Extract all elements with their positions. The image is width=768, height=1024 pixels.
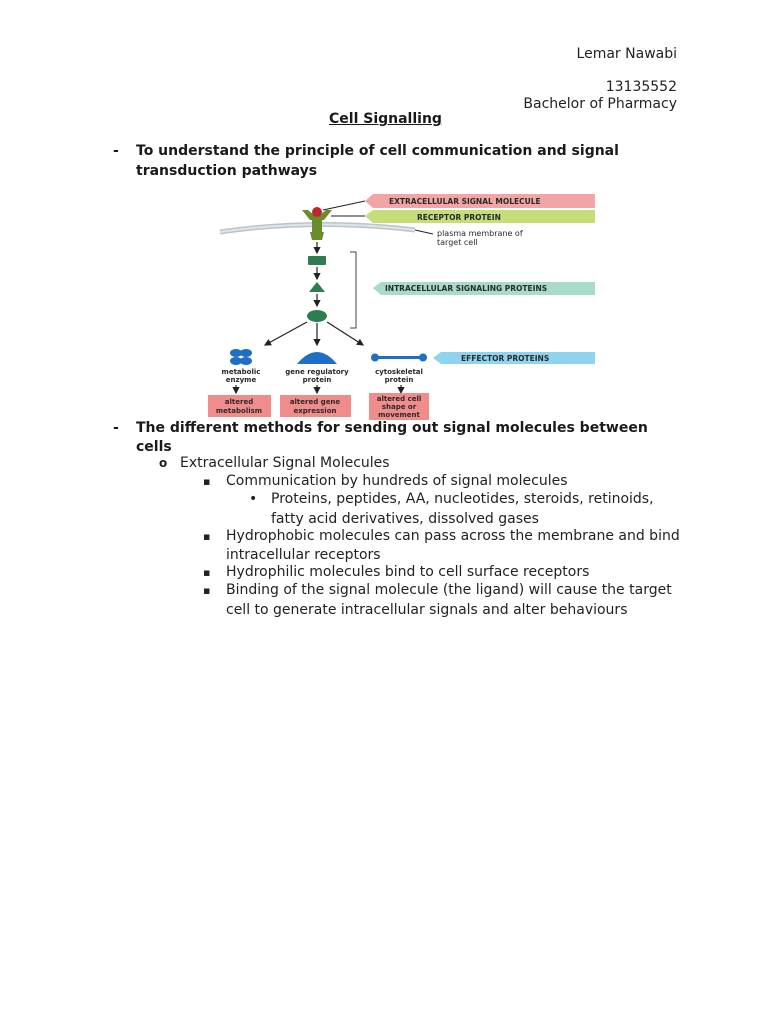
page-title: Cell Signalling <box>329 111 442 127</box>
svg-text:altered: altered <box>224 398 254 406</box>
square-bullet: ▪ <box>203 566 211 579</box>
label-cyto-2: protein <box>384 376 414 384</box>
list-item-communication: Communication by hundreds of signal molecules <box>226 473 568 489</box>
svg-text:shape or: shape or <box>381 403 417 411</box>
label-receptor <box>365 210 595 223</box>
sub-item-line1: Proteins, peptides, AA, nucleotides, steroids, retinoids, <box>271 491 654 507</box>
svg-text:INTRACELLULAR SIGNALING PROTEI: INTRACELLULAR SIGNALING PROTEINS <box>385 284 548 293</box>
svg-text:expression: expression <box>293 407 337 415</box>
outcome-metabolism <box>208 395 271 417</box>
label-effector <box>433 352 595 364</box>
objective-2-line1: The different methods for sending out signal molecules between <box>136 420 648 436</box>
list-item-hydrophobic-line1: Hydrophobic molecules can pass across the membrane and bind <box>226 528 680 544</box>
metabolic-enzyme-shape <box>230 349 252 365</box>
square-bullet: ▪ <box>203 475 211 488</box>
outcome-cell-shape <box>369 393 429 420</box>
svg-text:RECEPTOR PROTEIN: RECEPTOR PROTEIN <box>417 213 501 222</box>
objective-dash: - <box>113 143 119 159</box>
objective-2-line2: cells <box>136 439 172 455</box>
gene-regulatory-protein-shape <box>297 352 337 364</box>
sub-item-line2: fatty acid derivatives, dissolved gases <box>271 511 539 527</box>
author-name: Lemar Nawabi <box>576 46 677 62</box>
outcome-gene-expression <box>280 395 351 417</box>
square-bullet: ▪ <box>203 584 211 597</box>
label-membrane-line1: plasma membrane of <box>437 229 523 238</box>
label-intracellular <box>373 282 595 295</box>
signaling-protein-2 <box>309 282 325 292</box>
signaling-protein-3 <box>307 310 327 322</box>
signal-molecule <box>312 207 322 217</box>
list-item-binding-line1: Binding of the signal molecule (the ligand) will cause the target <box>226 582 672 598</box>
list-level1-item: Extracellular Signal Molecules <box>180 455 390 471</box>
circle-bullet: o <box>159 456 168 470</box>
objective-1-line1: To understand the principle of cell communication and signal <box>136 143 619 159</box>
degree: Bachelor of Pharmacy <box>523 96 677 112</box>
square-bullet: ▪ <box>203 530 211 543</box>
cytoskeletal-protein-shape <box>371 354 427 362</box>
svg-text:altered cell: altered cell <box>376 395 422 403</box>
label-gene-1: gene regulatory <box>285 368 349 376</box>
objective-dash: - <box>113 420 119 436</box>
signaling-protein-1 <box>308 256 326 265</box>
label-extracellular <box>365 194 595 208</box>
label-gene-2: protein <box>302 376 332 384</box>
round-bullet: • <box>249 491 258 507</box>
svg-text:movement: movement <box>378 411 420 419</box>
label-cyto-1: cytoskeletal <box>375 368 423 376</box>
label-metabolic-1: metabolic <box>221 368 261 376</box>
list-item-hydrophilic: Hydrophilic molecules bind to cell surface receptors <box>226 564 590 580</box>
list-item-hydrophobic-line2: intracellular receptors <box>226 547 381 563</box>
student-id: 13135552 <box>605 79 677 95</box>
svg-text:metabolism: metabolism <box>215 407 263 415</box>
svg-text:EFFECTOR PROTEINS: EFFECTOR PROTEINS <box>461 354 550 363</box>
list-item-binding-line2: cell to generate intracellular signals and alter behaviours <box>226 602 628 618</box>
label-metabolic-2: enzyme <box>225 376 257 384</box>
cell-signalling-diagram <box>205 190 605 420</box>
svg-text:EXTRACELLULAR SIGNAL MOLECULE: EXTRACELLULAR SIGNAL MOLECULE <box>389 197 541 206</box>
label-membrane-line2: target cell <box>437 238 478 247</box>
objective-1-line2: transduction pathways <box>136 163 318 179</box>
svg-text:altered gene: altered gene <box>289 398 341 406</box>
